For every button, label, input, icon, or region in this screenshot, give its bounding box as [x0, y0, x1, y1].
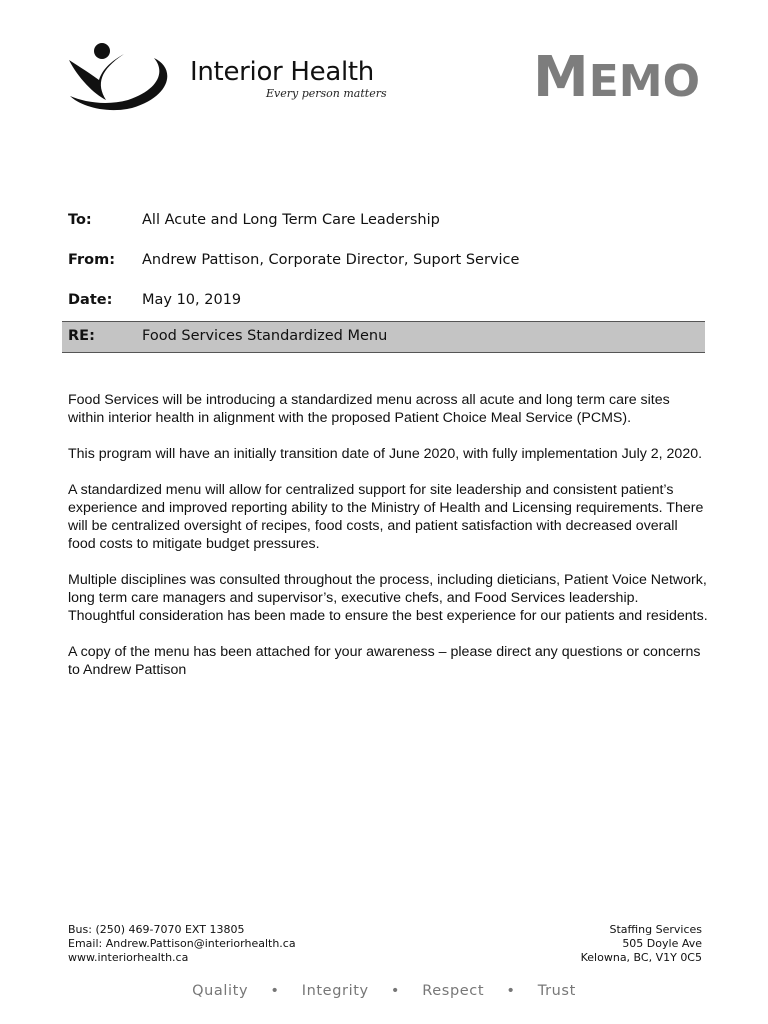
- to-value: All Acute and Long Term Care Leadership: [142, 212, 440, 228]
- from-label: From:: [68, 252, 115, 268]
- interior-health-logo: [66, 40, 386, 116]
- memo-header-fields: [62, 202, 705, 353]
- re-field: [62, 321, 705, 353]
- value-quality: Quality: [192, 983, 249, 999]
- value-integrity: Integrity: [301, 983, 369, 999]
- value-separator: •: [390, 983, 401, 999]
- date-label: Date:: [68, 292, 113, 308]
- footer-department: Staffing Services: [609, 923, 702, 936]
- to-label: To:: [68, 212, 92, 228]
- body-paragraph: Multiple disciplines was consulted throughout the process, including dieticians, Patient Voice Network, long term care managers and supervisor’s, executive chefs, and Food Services leadership. Thoughtful consideration has been made to ensure the best experience for our patients and residents.: [68, 572, 708, 624]
- footer-contact: [68, 923, 296, 965]
- footer-phone: Bus: (250) 469-7070 EXT 13805: [68, 923, 245, 936]
- person-swoosh-logo-icon: [66, 40, 186, 116]
- memo-body: [68, 391, 708, 697]
- re-label: RE:: [68, 328, 95, 344]
- footer-website: www.interiorhealth.ca: [68, 951, 189, 964]
- footer-street: 505 Doyle Ave: [622, 937, 702, 950]
- body-paragraph: This program will have an initially transition date of June 2020, with fully implementation July 2, 2020.: [68, 446, 703, 462]
- footer-email: Email: Andrew.Pattison@interiorhealth.ca: [68, 937, 296, 950]
- value-separator: •: [506, 983, 516, 999]
- memo-title-rest: EMO: [588, 56, 700, 107]
- value-trust: Trust: [537, 983, 576, 999]
- org-name: Interior Health: [190, 57, 374, 87]
- date-value: May 10, 2019: [142, 292, 242, 308]
- value-respect: Respect: [422, 983, 485, 999]
- from-value: Andrew Pattison, Corporate Director, Suport Service: [142, 252, 520, 268]
- body-paragraph: A standardized menu will allow for centralized support for site leadership and consistent patient’s experience and improved reporting ability to the Ministry of Health and Licensing requirements. There will be centralized oversight of recipes, food costs, and patient satisfaction with decreased overall food costs to mitigate budget pressures.: [68, 482, 704, 552]
- re-value: Food Services Standardized Menu: [142, 328, 388, 344]
- body-paragraph: Food Services will be introducing a standardized menu across all acute and long term care sites within interior health in alignment with the proposed Patient Choice Meal Service (PCMS).: [68, 392, 670, 426]
- value-separator: •: [270, 983, 280, 999]
- body-paragraph: A copy of the menu has been attached for your awareness – please direct any questions or concerns to Andrew Pattison: [68, 644, 701, 678]
- date-field: [62, 282, 705, 322]
- footer-city: Kelowna, BC, V1Y 0C5: [580, 951, 702, 964]
- memo-title-initial: M: [533, 45, 589, 110]
- to-field: [62, 202, 705, 242]
- memo-title: [533, 45, 700, 110]
- footer-address: [581, 923, 702, 965]
- org-values: [0, 983, 768, 999]
- from-field: [62, 242, 705, 282]
- org-tagline: Every person matters: [266, 87, 387, 100]
